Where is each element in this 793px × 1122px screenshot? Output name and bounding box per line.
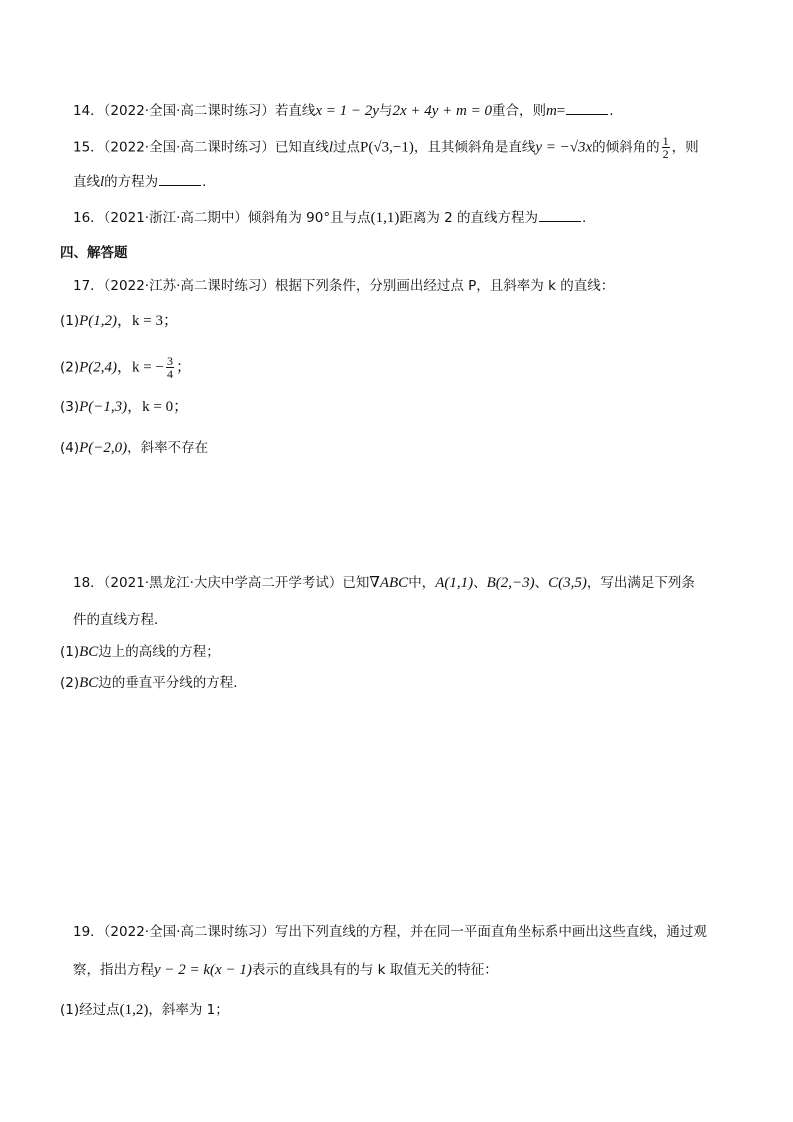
q15-end: . [202,174,207,190]
question-18: 18．（2021·黑龙江·大庆中学高二开学考试）已知∇ABC中，A(1,1)、B(2,−3)、C(3,5)，写出满足下列条 [73,575,695,591]
q18-item-1: (1)BC边上的高线的方程； [60,644,220,660]
q15-prefix: 15．（2022·全国·高二课时练习）已知直线 [73,139,329,156]
q15-point: P(√3,−1) [360,139,414,156]
q14-eq-sign: = [556,103,566,119]
q16-text2: 距离为 2 的直线方程为 [399,210,539,226]
q15-line2-b: 的方程为 [104,174,159,190]
q14-equation-1: x = 1 − 2y [315,103,379,119]
question-19-line-2: 察，指出方程y − 2 = k(x − 1)表示的直线具有的与 k 取值无关的特征： [73,962,498,978]
question-17: 17．（2022·江苏·高二课时练习）根据下列条件，分别画出经过点 P，且斜率为 k 的直线： [73,278,615,294]
answer-blank [159,172,201,186]
q15-t1: 过点 [333,139,361,156]
q14-end: . [609,103,614,119]
question-14 [73,101,614,121]
q15-line-l-2: l [100,174,105,190]
q15-t4: ，则 [671,139,699,156]
answer-blank [539,208,581,222]
q16-point: (1,1) [370,210,400,226]
q14-suffix: 重合，则 [491,103,546,119]
question-19: 19．（2022·全国·高二课时练习）写出下列直线的方程，并在同一平面直角坐标系中画出这些直线，通过观 [73,924,707,940]
question-18-line-2: 件的直线方程． [73,612,168,628]
question-16 [73,208,586,228]
q14-prefix: 14．（2022·全国·高二课时练习）若直线 [73,103,316,119]
triangle-symbol: ∇ABC [369,575,409,591]
q17-item-2: (2)P(2,4)，k = − $\frac{3}{4}$ ； [60,354,191,381]
q19-equation: y − 2 = k(x − 1) [154,962,252,978]
q14-mid: 与 [378,103,393,119]
q15-fraction: $\frac{1}{2}$ [662,134,669,161]
q17-item-1: (1)P(1,2)，k = 3； [60,313,178,329]
answer-blank [566,101,608,115]
q16-end: . [582,210,587,226]
q19-item-1: (1)经过点(1,2)，斜率为 1； [60,1002,229,1018]
question-15 [73,135,699,160]
q15-line2-a: 直线 [73,174,100,190]
q16-text: 16．（2021·浙江·高二期中）倾斜角为 90°且与点 [73,210,371,226]
q15-t2: ，且其倾斜角是直线 [413,139,536,156]
q14-var: m [545,103,557,119]
q17-item-3: (3)P(−1,3)，k = 0； [60,399,189,415]
q18-item-2: (2)BC边的垂直平分线的方程． [60,675,247,691]
q17-item-4: (4)P(−2,0)，斜率不存在 [60,440,209,456]
q15-equation: y = −√3x [535,139,593,156]
question-15-line-2 [73,172,206,192]
q15-t3: 的倾斜角的 [592,139,660,156]
q14-equation-2: 2x + 4y + m = 0 [392,103,492,119]
q15-line-l: l [328,139,334,156]
q17-fraction: $\frac{3}{4}$ [166,354,173,381]
section-heading: 四、解答题 [60,245,128,261]
